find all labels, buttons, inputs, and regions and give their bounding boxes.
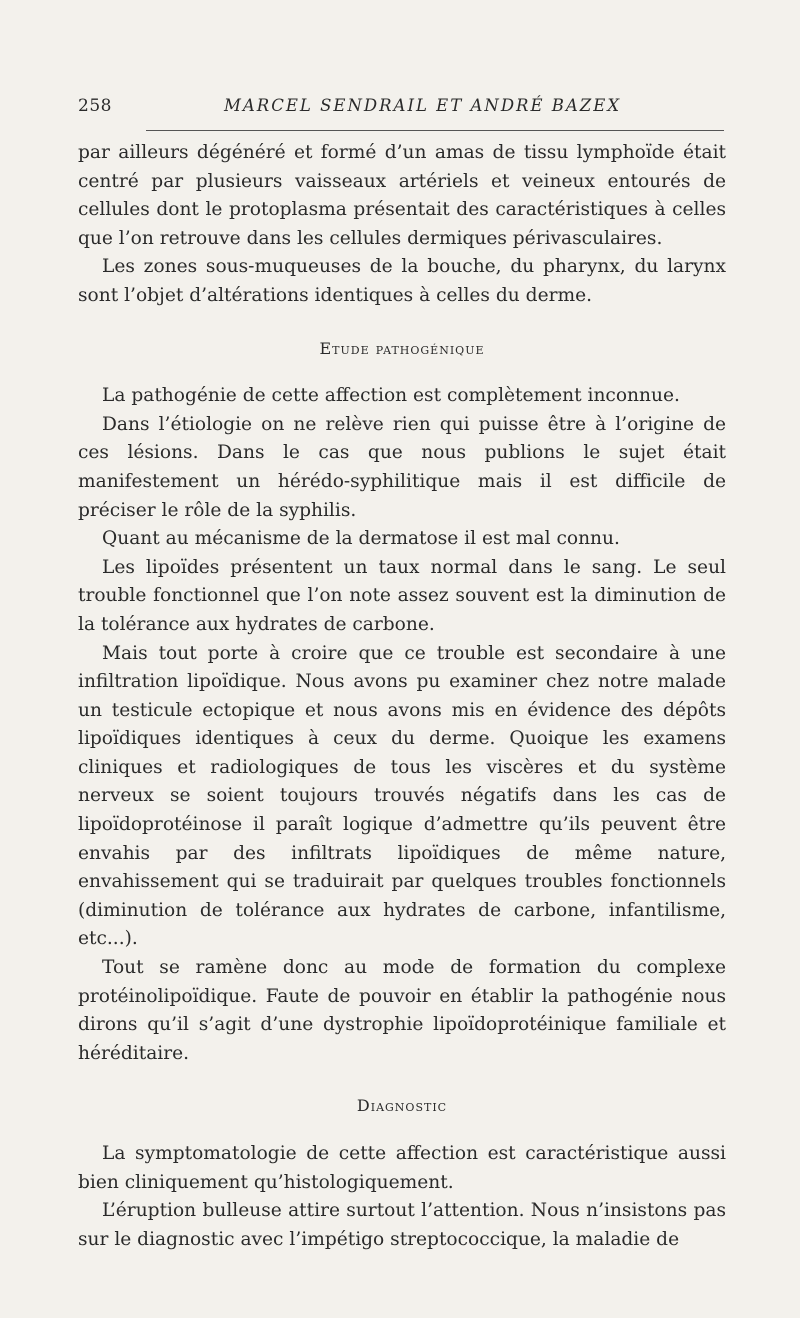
paragraph: Quant au mécanisme de la dermatose il est mal connu. — [102, 528, 620, 550]
page-number: 258 — [78, 96, 112, 116]
paragraph: L’éruption bulleuse attire surtout l’attention. Nous n’insistons pas sur le diagnostic avec l’impétigo streptococcique, la maladie de — [78, 1200, 726, 1250]
running-title: MARCEL SENDRAIL ET ANDRÉ BAZEX — [224, 96, 622, 115]
paragraph: Les lipoïdes présentent un taux normal dans le sang. Le seul trouble fonctionnel que l’on note assez souvent est la diminution de la tolérance aux hydrates de carbone. — [78, 556, 726, 635]
paragraph: Les zones sous-muqueuses de la bouche, du pharynx, du larynx sont l’objet d’altérations identiques à celles du derme. — [78, 256, 726, 306]
paragraph: Tout se ramène donc au mode de formation du complexe protéinolipoïdique. Faute de pouvoir en établir la pathogénie nous dirons qu’il s’agit d’une dystrophie lipoïdoprotéinique familiale et héréditaire. — [78, 957, 726, 1064]
header-rule — [146, 130, 724, 131]
paragraph: La pathogénie de cette affection est complètement inconnue. — [102, 385, 680, 407]
paragraph: Dans l’étiologie on ne relève rien qui puisse être à l’origine de ces lésions. Dans le cas que nous publions le sujet était manifestement un hérédo-syphilitique mais il est difficile de préciser le rôle de la syphilis. — [78, 413, 726, 521]
body-text — [78, 139, 726, 1254]
paragraph: Mais tout porte à croire que ce trouble est secondaire à une infiltration lipoïdique. Nous avons pu examiner chez notre malade un testicule ectopique et nous avons mis en évidence des dépôts lipoïdiques identiques à ceux du derme. Quoique les examens cliniques et radiologiques de tous les viscères et du système nerveux se soient toujours trouvés négatifs dans les cas de lipoïdoprotéinose il paraît logique d’admettre qu’ils peuvent être envahis par des infiltrats lipoïdiques de même nature, envahissement qui se traduirait par quelques troubles fonctionnels (diminution de tolérance aux hydrates de carbone, infantilisme, etc...). — [78, 642, 726, 950]
section-heading-pathogenie: Etude pathogénique — [319, 338, 485, 358]
paragraph: La symptomatologie de cette affection est caractéristique aussi bien cliniquement qu’histologiquement. — [78, 1143, 726, 1193]
page-header — [78, 94, 726, 122]
section-heading-diagnostic: Diagnostic — [356, 1096, 448, 1116]
paragraph: par ailleurs dégénéré et formé d’un amas de tissu lymphoïde était centré par plusieurs vaisseaux artériels et veineux entourés de cellules dont le protoplasma présentait des caractéristiques à celles que l’on retrouve dans les cellules dermiques périvasculaires. — [78, 142, 726, 249]
